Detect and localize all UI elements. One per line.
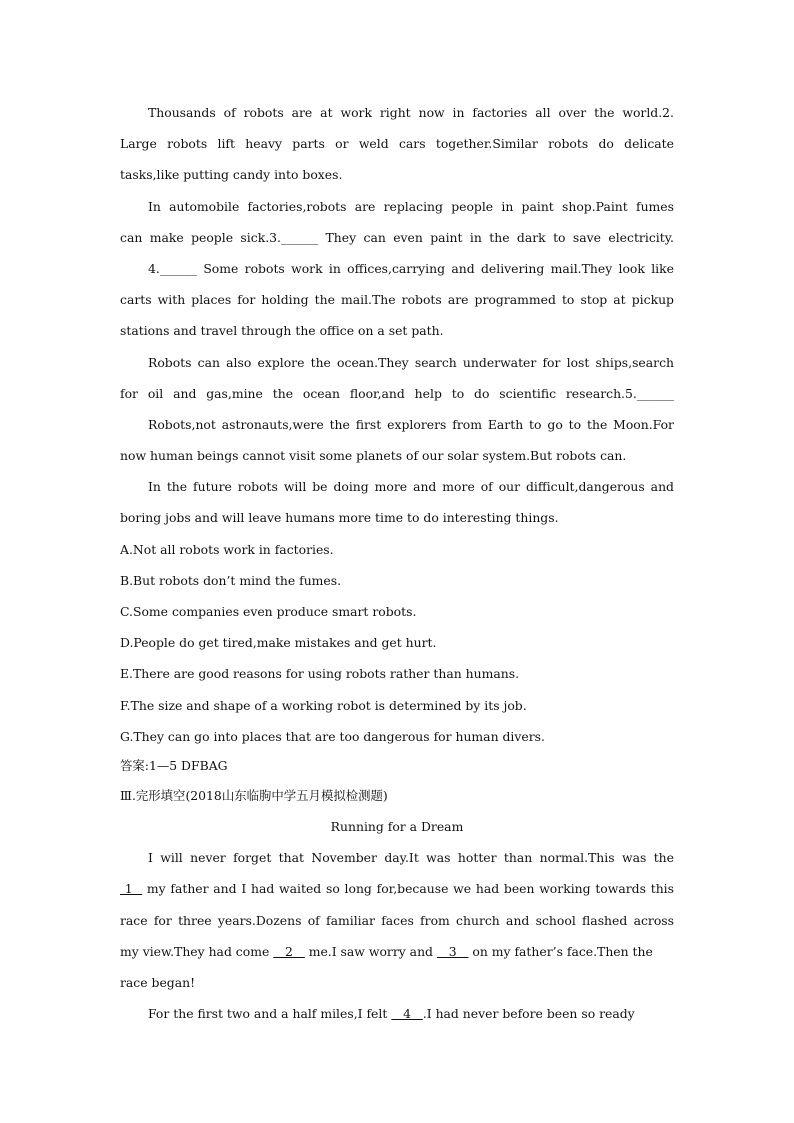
cloze-text: .I had never before been so ready [422, 1006, 635, 1022]
option-d: D.People do get tired,make mistakes and get hurt. [120, 635, 437, 651]
cloze-text: my view.They had come [120, 943, 274, 959]
passage-line: carts with places for holding the mail.The robots are programmed to stop at pickup [120, 292, 674, 308]
passage-line: Robots can also explore the ocean.They search underwater for lost ships,search [148, 354, 674, 370]
cloze-text: my father and I had waited so long for,because we had been working towards this [142, 881, 674, 897]
passage-line: Robots,not astronauts,were the first explorers from Earth to go to the Moon.For [148, 416, 674, 432]
passage-line: boring jobs and will leave humans more time to do interesting things. [120, 510, 559, 526]
option-a: A.Not all robots work in factories. [120, 541, 334, 557]
passage-line: In automobile factories,robots are replacing people in paint shop.Paint fumes [148, 198, 674, 214]
cloze-title: Running for a Dream [330, 818, 464, 834]
document-page [120, 97, 674, 1029]
cloze-line: race began! [120, 974, 196, 990]
cloze-line [120, 936, 674, 967]
option-c: C.Some companies even produce smart robots. [120, 604, 417, 619]
option-e: E.There are good reasons for using robots rather than humans. [120, 666, 520, 682]
cloze-line: race for three years.Dozens of familiar faces from church and school flashed across [120, 912, 674, 928]
passage-line: stations and travel through the office on a set path. [120, 323, 444, 339]
blank-4[interactable]: 4 [391, 1006, 423, 1022]
option-f: F.The size and shape of a working robot is determined by its job. [120, 697, 527, 713]
answer-key: 答案:1—5 DFBAG [120, 757, 228, 773]
blank-3[interactable]: 3 [436, 943, 469, 959]
cloze-text: on my father’s face.Then the [468, 943, 653, 959]
passage-line: for oil and gas,mine the ocean floor,and help to do scientific research.5.______ [120, 385, 674, 401]
passage-line: now human beings cannot visit some planets of our solar system.But robots can. [120, 448, 627, 464]
passage-line: Thousands of robots are at work right now in factories all over the world.2. [148, 105, 674, 120]
cloze-line [120, 873, 674, 904]
blank-2[interactable]: 2 [273, 943, 305, 959]
cloze-line [120, 998, 674, 1029]
passage-line: Large robots lift heavy parts or weld cars together.Similar robots do delicate [120, 136, 674, 152]
passage-line: tasks,like putting candy into boxes. [120, 167, 343, 183]
cloze-text: For the first two and a half miles,I felt [148, 1006, 392, 1022]
option-b: B.But robots don’t mind the fumes. [120, 572, 342, 588]
cloze-text: me.I saw worry and [304, 943, 437, 959]
section-heading: Ⅲ.完形填空(2018山东临朐中学五月模拟检测题) [120, 787, 388, 803]
blank-1[interactable]: 1 [120, 881, 143, 897]
passage-line: In the future robots will be doing more and more of our difficult,dangerous and [148, 479, 674, 495]
option-g: G.They can go into places that are too dangerous for human divers. [120, 728, 545, 744]
cloze-line: I will never forget that November day.It was hotter than normal.This was the [148, 850, 674, 866]
passage-line: 4.______ Some robots work in offices,carrying and delivering mail.They look like [148, 260, 674, 276]
passage-line: can make people sick.3.______ They can even paint in the dark to save electricity. [120, 229, 674, 245]
